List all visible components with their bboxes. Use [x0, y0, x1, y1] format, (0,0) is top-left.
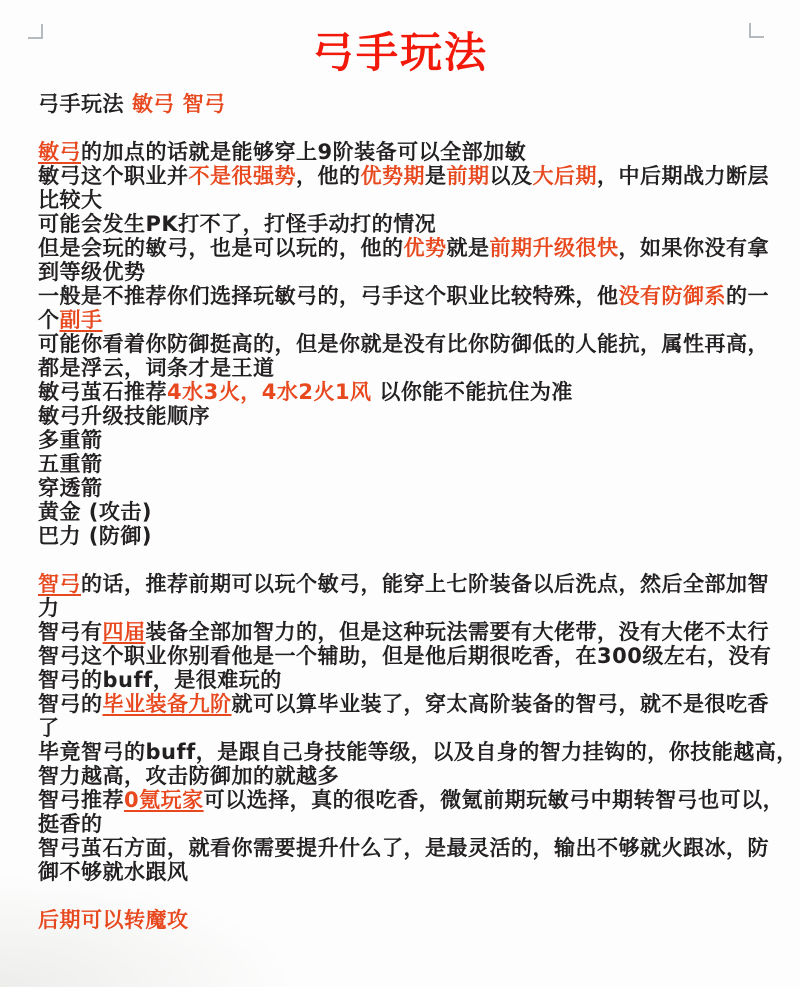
- text-line: [38, 212, 774, 236]
- text-run: 黄金 (攻击): [38, 500, 153, 524]
- text-line: [38, 692, 774, 716]
- highlight-run: 不是很强势: [188, 164, 296, 188]
- text-run: 都是浮云，词条才是王道: [38, 356, 275, 380]
- text-run: 就可以算毕业装了，穿太高阶装备的智弓，就不是很吃香: [231, 692, 769, 716]
- text-run: 个: [38, 308, 60, 332]
- text-run: 智弓这个职业你别看他是一个辅助，但是他后期很吃香，在300级左右，没有: [38, 644, 772, 668]
- text-run: ，他的: [296, 164, 361, 188]
- text-line: [38, 524, 774, 548]
- text-line: [38, 740, 798, 764]
- text-line: [38, 836, 774, 860]
- text-line: [38, 404, 774, 428]
- text-line: [38, 812, 774, 836]
- text-run: 可能你看着你防御挺高的，但是你就是没有比你防御低的人能抗，属性再高，: [38, 332, 769, 356]
- text-run: 敏弓茧石推荐: [38, 380, 167, 404]
- highlight-run: 前期升级很快: [489, 236, 619, 260]
- text-run: 智弓有: [38, 620, 103, 644]
- text-run: 力: [38, 596, 60, 620]
- blank-line: [38, 116, 774, 140]
- text-run: ，如果你没有拿: [618, 236, 769, 260]
- text-run: 的加点的话就是能够穿上9阶装备可以全部加敏: [81, 140, 527, 164]
- text-line: [38, 764, 774, 788]
- text-line: [38, 668, 774, 692]
- text-line: [38, 164, 774, 188]
- text-run: 但是会玩的敏弓，也是可以玩的，他的: [38, 236, 404, 260]
- text-line: [38, 572, 774, 596]
- text-run: 了: [38, 716, 60, 740]
- text-run: 的一: [726, 284, 769, 308]
- text-line: [38, 380, 774, 404]
- text-line: [38, 476, 774, 500]
- text-run: 敏弓升级技能顺序: [38, 404, 210, 428]
- text-line: [38, 92, 774, 116]
- text-line: [38, 596, 774, 620]
- text-line: [38, 620, 774, 644]
- highlight-run: 毕业装备九阶: [102, 692, 232, 716]
- text-line: [38, 308, 774, 332]
- text-line: [38, 860, 774, 884]
- text-line: [38, 260, 774, 284]
- text-run: 御不够就水跟风: [38, 860, 189, 884]
- text-run: 是: [425, 164, 447, 188]
- page-title: 弓手玩法: [311, 28, 488, 77]
- text-run: 挺香的: [38, 812, 103, 836]
- text-run: 以及: [489, 164, 533, 188]
- highlight-run: 优势: [403, 236, 447, 260]
- text-line: [38, 716, 774, 740]
- highlight-run: 没有防御系: [618, 284, 726, 308]
- text-run: 智弓推荐: [38, 788, 124, 812]
- blank-line: [38, 884, 774, 908]
- text-run: 可以选择，真的很吃香，微氪前期玩敏弓中期转智弓也可以，: [203, 788, 785, 812]
- text-run: 装备全部加智力的，但是这种玩法需要有大佬带，没有大佬不太行: [145, 620, 769, 644]
- text-run: 就是: [446, 236, 490, 260]
- highlight-run: 副手: [59, 308, 103, 332]
- highlight-run: 敏弓 智弓: [131, 92, 226, 116]
- text-line: [38, 140, 774, 164]
- text-run: 比较大: [38, 188, 103, 212]
- text-run: 敏弓这个职业并: [38, 164, 189, 188]
- text-line: [38, 644, 774, 668]
- text-run: 智弓的buff，是很难玩的: [38, 668, 282, 692]
- text-run: 弓手玩法: [38, 92, 132, 116]
- text-run: 巴力 (防御): [38, 524, 153, 548]
- text-line: [38, 188, 774, 212]
- text-line: [38, 236, 774, 260]
- text-run: 穿透箭: [38, 476, 103, 500]
- text-run: 一般是不推荐你们选择玩敏弓的，弓手这个职业比较特殊，他: [38, 284, 619, 308]
- text-line: [38, 452, 774, 476]
- text-line: [38, 332, 774, 356]
- highlight-run: 4水3火，4水2火1风: [167, 380, 372, 404]
- text-run: 以你能不能抗住为准: [371, 380, 573, 404]
- text-run: 智弓的: [38, 692, 103, 716]
- highlight-run: 优势期: [360, 164, 425, 188]
- highlight-run: 0氪玩家: [124, 788, 204, 812]
- text-line: [38, 788, 785, 812]
- text-run: 到等级优势: [38, 260, 146, 284]
- text-run: 可能会发生PK打不了，打怪手动打的情况: [38, 212, 437, 236]
- text-line: [38, 908, 774, 932]
- text-run: 智力越高，攻击防御加的就越多: [38, 764, 339, 788]
- highlight-run: 前期: [446, 164, 490, 188]
- text-run: ，中后期战力断层: [597, 164, 769, 188]
- highlight-run: 四届: [102, 620, 146, 644]
- text-line: [38, 284, 774, 308]
- text-run: 智弓茧石方面，就看你需要提升什么了，是最灵活的，输出不够就火跟冰，防: [38, 836, 769, 860]
- text-run: 多重箭: [38, 428, 103, 452]
- text-run: 毕竟智弓的buff，是跟自己身技能等级，以及自身的智力挂钩的，你技能越高，: [38, 740, 798, 764]
- text-line: [38, 500, 774, 524]
- highlight-run: 大后期: [532, 164, 597, 188]
- blank-line: [38, 548, 774, 572]
- text-run: 五重箭: [38, 452, 103, 476]
- text-run: 的话，推荐前期可以玩个敏弓，能穿上七阶装备以后洗点，然后全部加智: [81, 572, 769, 596]
- highlight-run: 智弓: [38, 572, 81, 596]
- highlight-run: 敏弓: [38, 140, 81, 164]
- highlight-run: 后期可以转魔攻: [38, 908, 189, 932]
- document-body: [38, 92, 798, 932]
- text-line: [38, 356, 774, 380]
- text-line: [38, 428, 774, 452]
